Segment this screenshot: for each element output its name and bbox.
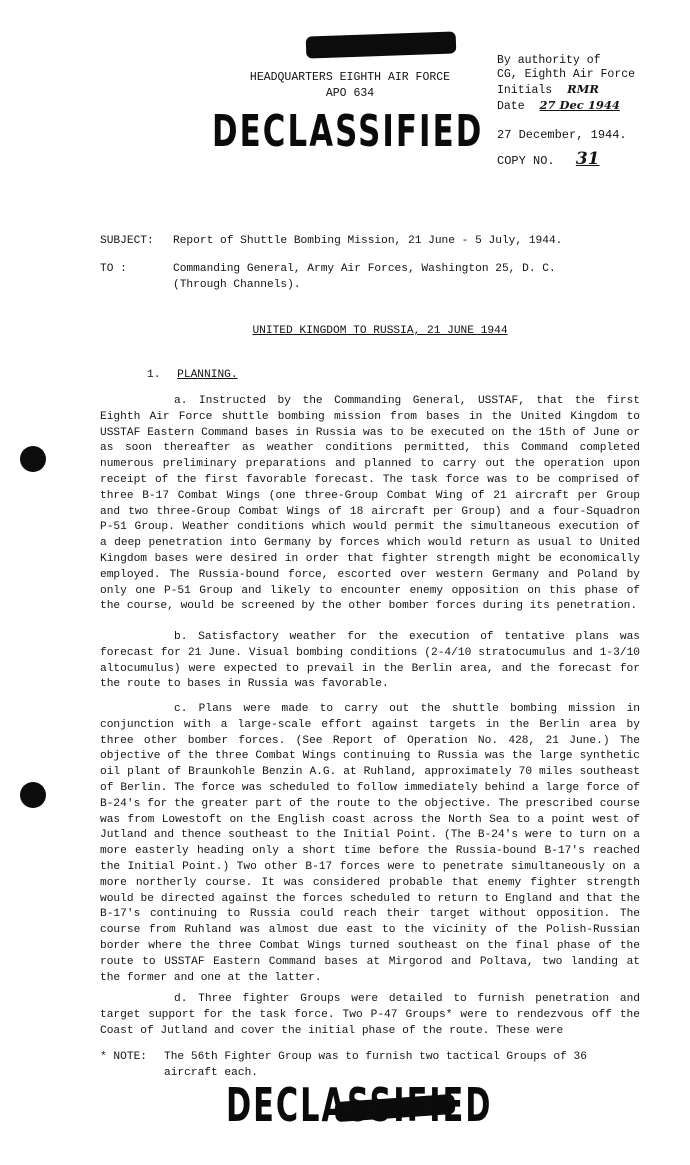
punch-hole-1: [20, 446, 46, 472]
copy-number: 31: [575, 149, 600, 169]
authority-command: CG, Eighth Air Force: [497, 68, 636, 81]
document-date: 27 December, 1944.: [497, 128, 627, 142]
declassified-stamp-top: DECLASSIFIED: [212, 106, 484, 157]
declassified-stamp-bottom: DECLASSIFIED: [226, 1078, 493, 1132]
paragraph-d: d. Three fighter Groups were detailed to furnish penetration and target support for the task force. Two P-47 Groups* were to rendezvous off the Coast of Jutland and cover the initial phase of the route. These were: [100, 993, 640, 1037]
to-label: TO :: [100, 263, 127, 275]
to-line2: (Through Channels).: [173, 278, 301, 291]
initials-handwriting: RMR: [567, 82, 599, 96]
initials-row: [497, 82, 687, 98]
copy-number-row: [497, 149, 623, 170]
authority-line: By authority of: [497, 54, 601, 67]
to-line1: Commanding General, Army Air Forces, Washington 25, D. C.: [173, 263, 556, 275]
subject-row: [100, 234, 660, 250]
footnote: [100, 1050, 660, 1082]
headquarters-name: HEADQUARTERS EIGHTH AIR FORCE: [249, 71, 451, 84]
redaction-bar-top: [306, 31, 457, 58]
date-handwriting: 27 Dec 1944: [539, 98, 620, 112]
initials-label: Initials: [497, 84, 553, 97]
date-label: Date: [497, 100, 525, 113]
paragraph-c: c. Plans were made to carry out the shuttle bombing mission in conjunction with a large-scale effort against targets in the Berlin area by three other bomber forces. (See Report of Operation No. 428, 21 June.) The objective of the three Combat Wings continuing to Russia was the large synthetic oil plant of Braunkohle Benzin A.G. at Ruhland, approximately 70 miles southeast of Berlin. The force was scheduled to follow immediately behind a large force of B-24's for the greater part of the route to the objective. The prescribed course was from Lowestoft on the English coast across the North Sea to a point west of Jutland and thence southeast to the Initial Point. (The B-24's were to turn on a more easterly heading only a short time before the Russia-bound B-17's reached the Initial Point.) Two other B-17 forces were to penetrate simultaneously on a more northerly course. It was considered probable that enemy fighter strength would be directed against the forces scheduled to return to England and that the B-17's continuing to Russia could reach their target without opposition. The course from Ruhland was almost due east to the vicinity of the Polish-Russian border where the three Combat Wings turned southeast on the final phase of the route to USSTAF Eastern Command bases at Mirgorod and Poltava, two landing at the former and one at the latter.: [100, 703, 640, 984]
paragraph-b: b. Satisfactory weather for the execution of tentative plans was forecast for 21 June. Visual bombing conditions (2-4/10 stratocumulus and 1-3/10 altocumulus) were expected to prevail in the Berlin area, and the forecast for the route to bases in Russia was favorable.: [100, 631, 640, 691]
authority-block: [497, 54, 687, 114]
section-heading-title: PLANNING.: [177, 369, 238, 381]
section-heading: [147, 368, 238, 384]
apo-number: APO 634: [325, 87, 375, 100]
subject-label: SUBJECT:: [100, 235, 154, 247]
footnote-line1: The 56th Fighter Group was to furnish two tactical Groups of 36: [164, 1051, 587, 1063]
footnote-label: * NOTE:: [100, 1051, 147, 1063]
to-block: [100, 262, 660, 294]
subject-text: Report of Shuttle Bombing Mission, 21 June - 5 July, 1944.: [173, 235, 563, 247]
date-row: [497, 98, 687, 114]
section-number: 1.: [147, 369, 161, 381]
section-title: UNITED KINGDOM TO RUSSIA, 21 JUNE 1944: [252, 325, 508, 337]
footnote-line2: aircraft each.: [164, 1066, 258, 1079]
headquarters-block: [230, 70, 470, 102]
copy-label: COPY NO.: [497, 154, 555, 168]
punch-hole-2: [20, 782, 46, 808]
paragraph-a: a. Instructed by the Commanding General, USSTAF, that the first Eighth Air Force shuttle bombing mission from bases in the United Kingdom to USSTAF Eastern Command bases in Russia was to be executed on the 15th of June or as soon thereafter as weather conditions permitted, this Command completed numerous preliminary preparations and planned to carry out the operation upon receipt of the first favorable forecast. The task force was to be comprised of three B-17 Combat Wings (one three-Group Combat Wing of 21 aircraft per Group and two three-Group Combat Wings of 18 aircraft per Group) and a four-Squadron P-51 Group. Weather conditions which would permit the simultaneous execution of a deep penetration into Germany by forces which would return as usual to United Kingdom bases were desired in order that fighter strength might be economically employed. The Russia-bound force, escorted over western Germany and Poland by only one P-51 Group and likely to encounter enemy opposition on this phase of the course, would be screened by the other bomber forces during its penetration.: [100, 395, 640, 613]
